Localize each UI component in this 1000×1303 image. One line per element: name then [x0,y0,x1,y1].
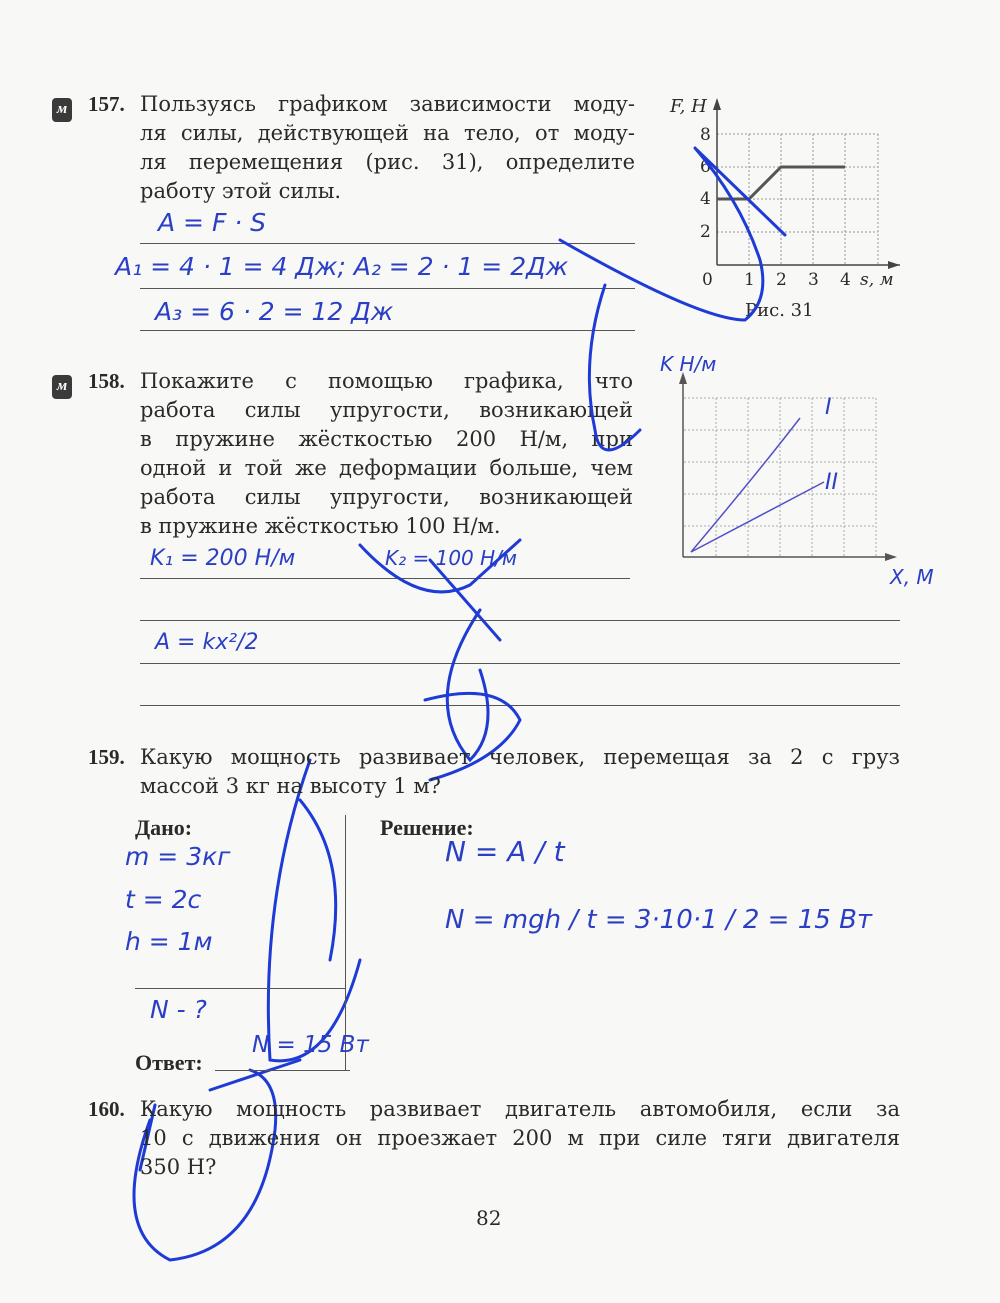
problem-number: 159. [88,745,125,769]
answer-rule [215,1070,350,1071]
y-tick: 2 [700,222,711,242]
problem-number: 160. [88,1097,125,1121]
handwritten-formula: A = F · S [158,208,267,237]
problem-number: 158. [88,369,125,393]
y-tick: 4 [700,189,711,209]
problem-text-line: в пружине жёсткостью 200 Н/м, при [140,427,633,451]
figure-caption: Рис. 31 [745,300,814,321]
answer-label: Ответ: [135,1050,203,1075]
x-axis-label: s, м [860,270,894,290]
y-axis-label: F, Н [670,96,707,117]
solution-formula: N = A / t [445,835,565,868]
find-value: N - ? [150,995,207,1024]
handwritten-formula: A = kx²/2 [155,630,259,655]
problem-text-line: ля силы, действующей на тело, от моду- [140,121,635,145]
x-tick: 4 [840,270,851,290]
y-tick: 6 [700,157,711,177]
handwritten-given: K₂ = 100 Н/м [385,546,518,570]
method-marker-icon: м [52,375,72,399]
handwritten-calculation: A₁ = 4 · 1 = 4 Дж; A₂ = 2 · 1 = 2Дж [115,252,569,281]
problem-text-line: 10 с движения он проезжает 200 м при силе тяги двигателя [140,1126,900,1150]
problem-text-line: одной и той же деформации больше, чем [140,456,633,480]
x-tick: 3 [808,270,819,290]
line-label-k1: I [825,395,832,420]
problem-text-line: ля перемещения (рис. 31), определите [140,150,635,174]
method-marker-icon: м [52,98,72,122]
handwritten-calculation: A₃ = 6 · 2 = 12 Дж [155,297,394,326]
problem-text-line: Пользуясь графиком зависимости моду- [140,92,635,116]
handwritten-given: K₁ = 200 Н/м [150,546,296,571]
solution-label: Решение: [380,815,474,840]
problem-text-line: 350 Н? [140,1155,217,1179]
x-axis-label: X, М [890,565,934,589]
x-tick: 0 [702,270,713,290]
problem-text-line: работу этой силы. [140,179,342,203]
graph-line-k2 [691,482,824,552]
given-value: t = 2с [125,885,202,914]
solution-calculation: N = mgh / t = 3·10·1 / 2 = 15 Вт [445,905,873,935]
given-label: Дано: [135,815,193,840]
y-tick: 8 [700,125,711,145]
page-number: 82 [476,1206,502,1230]
x-tick: 2 [776,270,787,290]
given-divider [135,988,345,989]
graph-line-k1 [691,418,800,552]
problem-text-line: работа силы упругости, возникающей [140,485,633,509]
pen-scribble-marks [134,148,785,1260]
problem-text-line: Какую мощность развивает человек, перемещая за 2 с груз [140,745,900,769]
given-value: h = 1м [125,927,213,956]
y-axis-label: K Н/м [660,352,717,376]
problem-text-line: работа силы упругости, возникающей [140,398,633,422]
problem-number: 157. [88,92,125,116]
problem-text-line: Какую мощность развивает двигатель автомобиля, если за [140,1097,900,1121]
line-label-k2: II [825,470,838,495]
problem-text-line: массой 3 кг на высоту 1 м? [140,774,441,798]
problem-text-line: в пружине жёсткостью 100 Н/м. [140,514,501,538]
given-value: m = 3кг [125,842,231,871]
x-tick: 1 [744,270,755,290]
answer-value: N = 15 Вт [252,1032,369,1058]
problem-text-line: Покажите с помощью графика, что [140,369,633,393]
